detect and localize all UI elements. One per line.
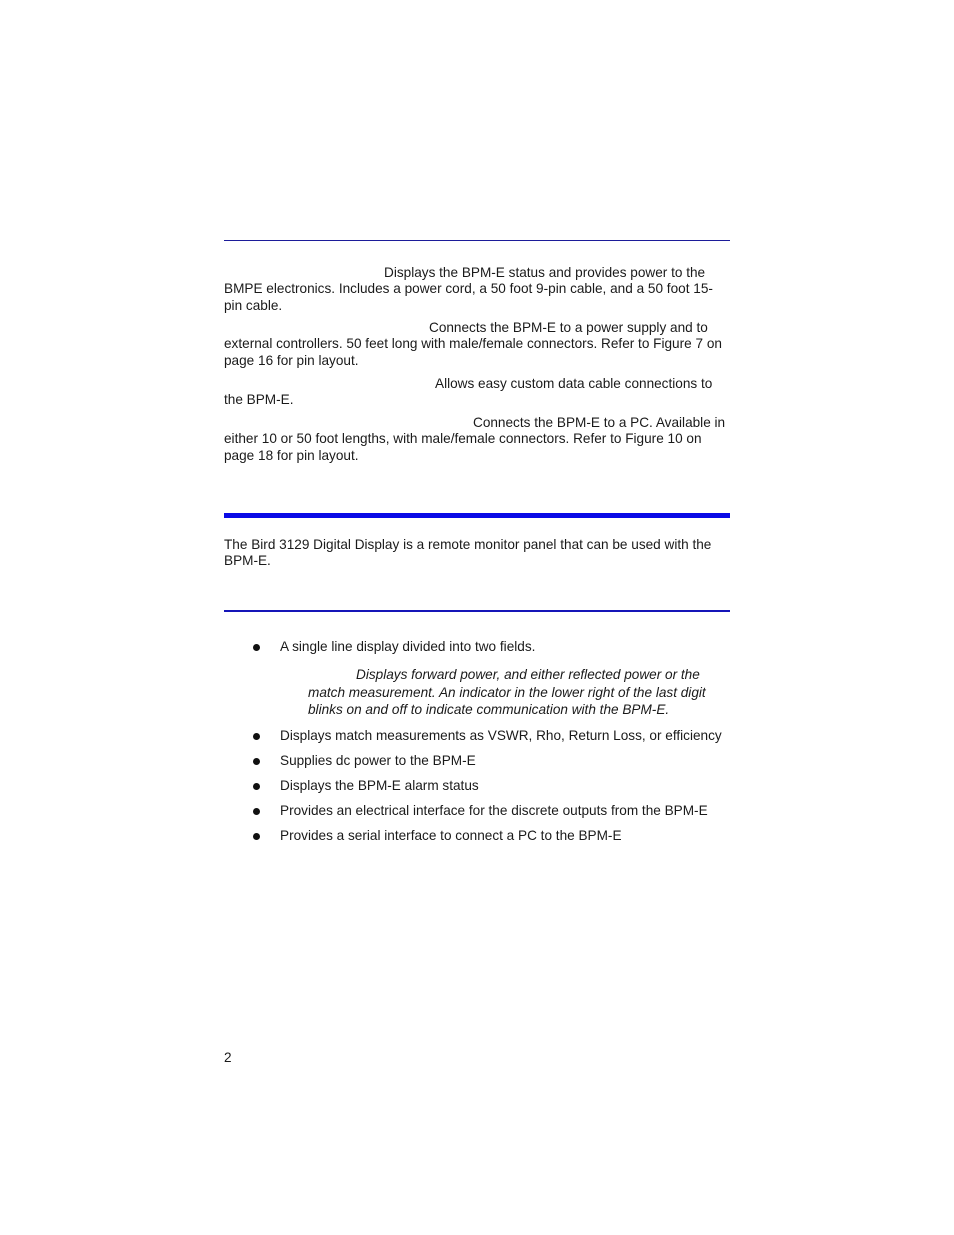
item-description-2 [224,320,730,369]
list-item-text: Displays match measurements as VSWR, Rho, Return Loss, or efficiency [280,728,722,743]
subsection-rule [224,610,730,612]
item-description-3-text: Allows easy custom data cable connections to the BPM-E. [224,376,713,408]
list-item-text: Provides an electrical interface for the discrete outputs from the BPM-E [280,803,708,818]
section-rule [224,513,730,518]
list-item-text: Displays the BPM-E alarm status [280,778,479,793]
bullet-icon [253,808,260,815]
item-description-2-text: Connects the BPM-E to a power supply and to external controllers. 50 feet long with male/female connectors. Refer to Figure 7 on page 16 for pin layout. [224,320,722,368]
item-description-1 [224,265,730,314]
section-intro [224,537,730,570]
list-item-text: Provides a serial interface to connect a PC to the BPM-E [280,828,622,843]
list-item-text: Supplies dc power to the BPM-E [280,753,476,768]
item-description-3 [224,376,730,409]
page-number: 2 [224,1050,232,1065]
display-field-note [308,666,728,719]
section-intro-text: The Bird 3129 Digital Display is a remote monitor panel that can be used with the BPM-E. [224,537,712,569]
bullet-icon [253,783,260,790]
display-field-note-text: Displays forward power, and either reflected power or the match measurement. An indicator in the lower right of the last digit blinks on and off to indicate communication with the BPM-E. [308,667,706,717]
top-rule [224,240,730,241]
bullet-icon [253,758,260,765]
list-item-text: A single line display divided into two fields. [280,639,536,654]
bullet-icon [253,644,260,651]
item-description-4 [224,415,730,464]
item-description-4-text: Connects the BPM-E to a PC. Available in either 10 or 50 foot lengths, with male/female connectors. Refer to Figure 10 on page 18 for pin layout. [224,415,726,463]
bullet-icon [253,833,260,840]
bullet-icon [253,733,260,740]
item-description-1-text: Displays the BPM-E status and provides power to the BMPE electronics. Includes a power cord, a 50 foot 9-pin cable, and a 50 foot 15-pin cable. [224,265,713,313]
